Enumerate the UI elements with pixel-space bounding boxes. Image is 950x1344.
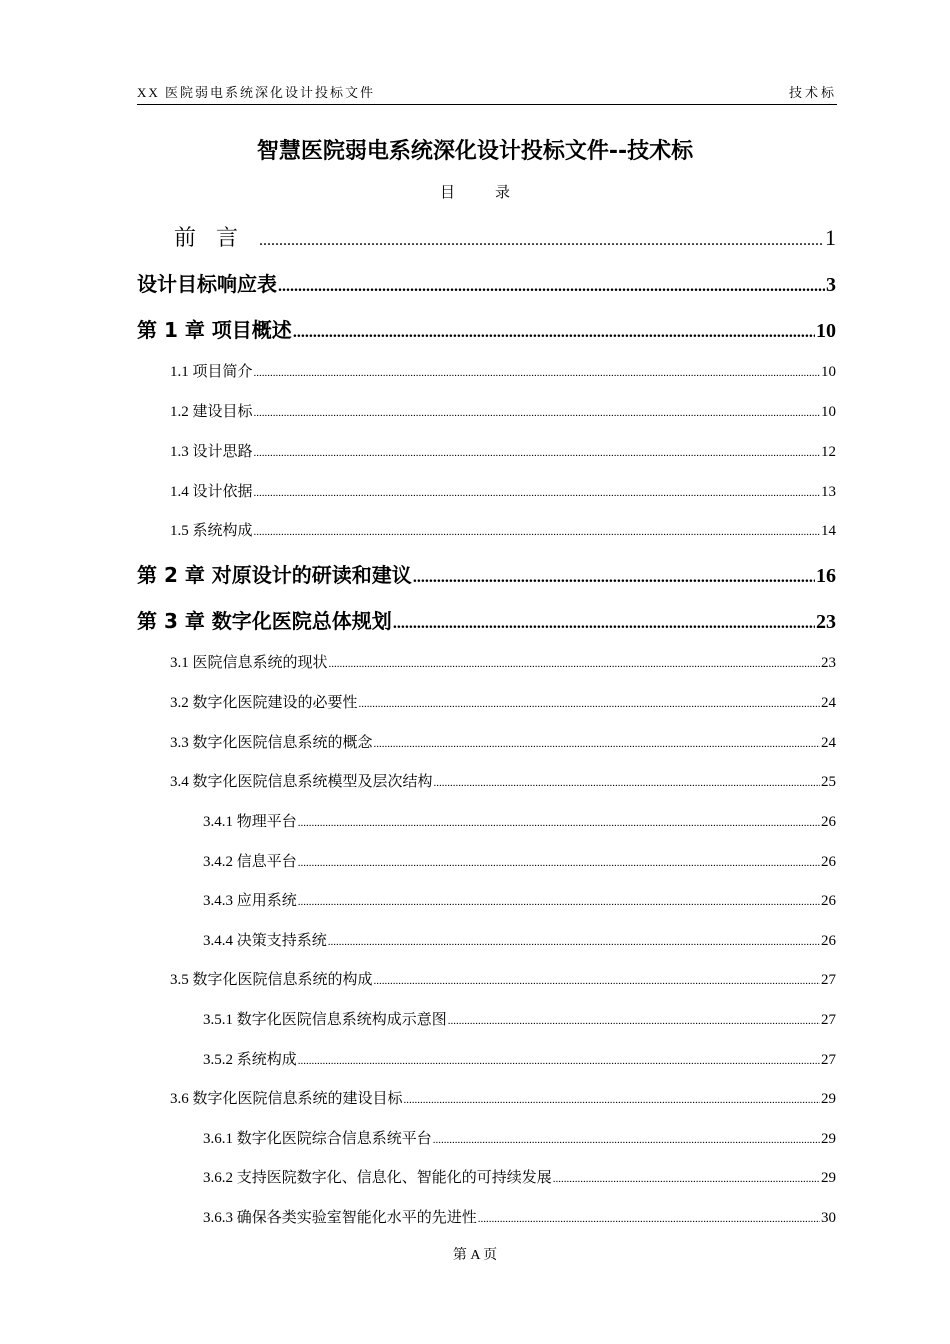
toc-label: 第 3 章 数字化医院总体规划 — [137, 609, 392, 633]
toc-leader — [413, 569, 815, 587]
page-header-right: 技术标 — [788, 85, 837, 100]
toc-page: 24 — [821, 695, 836, 711]
toc-leader — [278, 278, 825, 296]
toc-entry[interactable] — [203, 929, 836, 950]
toc-leader — [298, 857, 820, 869]
toc-label: 3.6.1 数字化医院综合信息系统平台 — [203, 1131, 432, 1147]
toc-entry[interactable] — [170, 400, 836, 421]
toc-entry[interactable] — [137, 268, 836, 297]
toc-entry[interactable] — [203, 1206, 836, 1227]
toc-entry[interactable] — [170, 770, 836, 791]
toc-page: 29 — [821, 1091, 836, 1107]
toc-entry[interactable] — [203, 810, 836, 831]
toc-page: 26 — [821, 933, 836, 949]
toc-label: 1.4 设计依据 — [170, 484, 253, 500]
toc-leader — [254, 367, 820, 379]
toc-label: 3.2 数字化医院建设的必要性 — [170, 695, 358, 711]
toc-page: 26 — [821, 893, 836, 909]
toc-label: 1.3 设计思路 — [170, 444, 253, 460]
toc-leader — [293, 324, 815, 342]
toc-label: 第 1 章 项目概述 — [137, 318, 292, 342]
toc-entry[interactable] — [170, 691, 836, 712]
toc-label: 3.4.2 信息平台 — [203, 854, 297, 870]
toc-page: 29 — [821, 1131, 836, 1147]
toc-entry[interactable] — [170, 440, 836, 461]
toc-page: 30 — [821, 1210, 836, 1226]
toc-entry[interactable] — [170, 480, 836, 501]
toc-label: 3.1 医院信息系统的现状 — [170, 655, 328, 671]
toc-entry[interactable] — [170, 360, 836, 381]
toc-leader — [298, 817, 820, 829]
toc-entry[interactable] — [137, 559, 836, 588]
toc-page: 24 — [821, 735, 836, 751]
toc-heading: 目录 — [439, 185, 550, 201]
toc-label: 3.5.1 数字化医院信息系统构成示意图 — [203, 1012, 447, 1028]
toc-page: 10 — [821, 364, 836, 380]
toc-label: 1.5 系统构成 — [170, 523, 253, 539]
toc-leader — [259, 232, 824, 250]
toc-entry[interactable] — [170, 519, 836, 540]
toc-leader — [553, 1173, 820, 1185]
toc-page: 23 — [821, 655, 836, 671]
toc-page: 27 — [821, 1012, 836, 1028]
toc-page: 10 — [816, 320, 836, 342]
toc-label: 3.4.4 决策支持系统 — [203, 933, 327, 949]
toc-leader — [359, 698, 820, 710]
toc-leader — [404, 1094, 820, 1106]
toc-label: 1.1 项目简介 — [170, 364, 253, 380]
toc-leader — [254, 407, 820, 419]
toc-entry[interactable] — [170, 968, 836, 989]
toc-label: 3.5.2 系统构成 — [203, 1052, 297, 1068]
toc-entry[interactable] — [203, 1127, 836, 1148]
toc-label: 3.6.2 支持医院数字化、信息化、智能化的可持续发展 — [203, 1170, 552, 1186]
toc-label: 3.4.3 应用系统 — [203, 893, 297, 909]
toc-label: 3.4.1 物理平台 — [203, 814, 297, 830]
toc-leader — [433, 1134, 820, 1146]
toc-page: 23 — [816, 611, 836, 633]
document-title: 智慧医院弱电系统深化设计投标文件--技术标 — [256, 139, 694, 164]
toc-leader — [434, 777, 820, 789]
toc-page: 27 — [821, 972, 836, 988]
toc-page: 10 — [821, 404, 836, 420]
toc-entry[interactable] — [203, 889, 836, 910]
toc-leader — [374, 975, 820, 987]
toc-leader — [254, 447, 820, 459]
toc-leader — [393, 615, 815, 633]
page-footer: 第 A 页 — [452, 1248, 498, 1263]
toc-label: 3.4 数字化医院信息系统模型及层次结构 — [170, 774, 433, 790]
toc-label: 3.5 数字化医院信息系统的构成 — [170, 972, 373, 988]
toc-leader — [254, 487, 820, 499]
toc-page: 1 — [825, 225, 836, 250]
toc-page: 3 — [826, 274, 836, 296]
toc-leader — [448, 1015, 820, 1027]
toc-page: 14 — [821, 523, 836, 539]
toc-page: 16 — [816, 565, 836, 587]
toc-leader — [298, 1055, 820, 1067]
toc-leader — [478, 1213, 820, 1225]
toc-entry[interactable] — [170, 1087, 836, 1108]
toc-leader — [374, 738, 820, 750]
toc-label: 3.6.3 确保各类实验室智能化水平的先进性 — [203, 1210, 477, 1226]
toc-entry[interactable] — [203, 1166, 836, 1187]
toc-label: 设计目标响应表 — [137, 272, 277, 296]
toc-entry[interactable] — [203, 1048, 836, 1069]
toc-page: 27 — [821, 1052, 836, 1068]
header-divider — [137, 104, 837, 105]
toc-page: 13 — [821, 484, 836, 500]
toc-label: 前言 — [174, 225, 259, 250]
toc-entry[interactable] — [203, 850, 836, 871]
toc-leader — [298, 896, 820, 908]
toc-entry[interactable] — [170, 651, 836, 672]
toc-entry[interactable] — [170, 731, 836, 752]
toc-entry[interactable] — [174, 221, 836, 252]
toc-page: 12 — [821, 444, 836, 460]
toc-leader — [328, 936, 820, 948]
toc-entry[interactable] — [203, 1008, 836, 1029]
toc-label: 3.3 数字化医院信息系统的概念 — [170, 735, 373, 751]
toc-page: 26 — [821, 854, 836, 870]
toc-leader — [329, 658, 820, 670]
toc-entry[interactable] — [137, 314, 836, 343]
toc-leader — [254, 526, 820, 538]
toc-label: 第 2 章 对原设计的研读和建议 — [137, 563, 412, 587]
toc-entry[interactable] — [137, 605, 836, 634]
toc-label: 1.2 建设目标 — [170, 404, 253, 420]
toc-page: 25 — [821, 774, 836, 790]
toc-label: 3.6 数字化医院信息系统的建设目标 — [170, 1091, 403, 1107]
toc-page: 29 — [821, 1170, 836, 1186]
page-header-left: XX 医院弱电系统深化设计投标文件 — [137, 85, 376, 100]
toc-page: 26 — [821, 814, 836, 830]
